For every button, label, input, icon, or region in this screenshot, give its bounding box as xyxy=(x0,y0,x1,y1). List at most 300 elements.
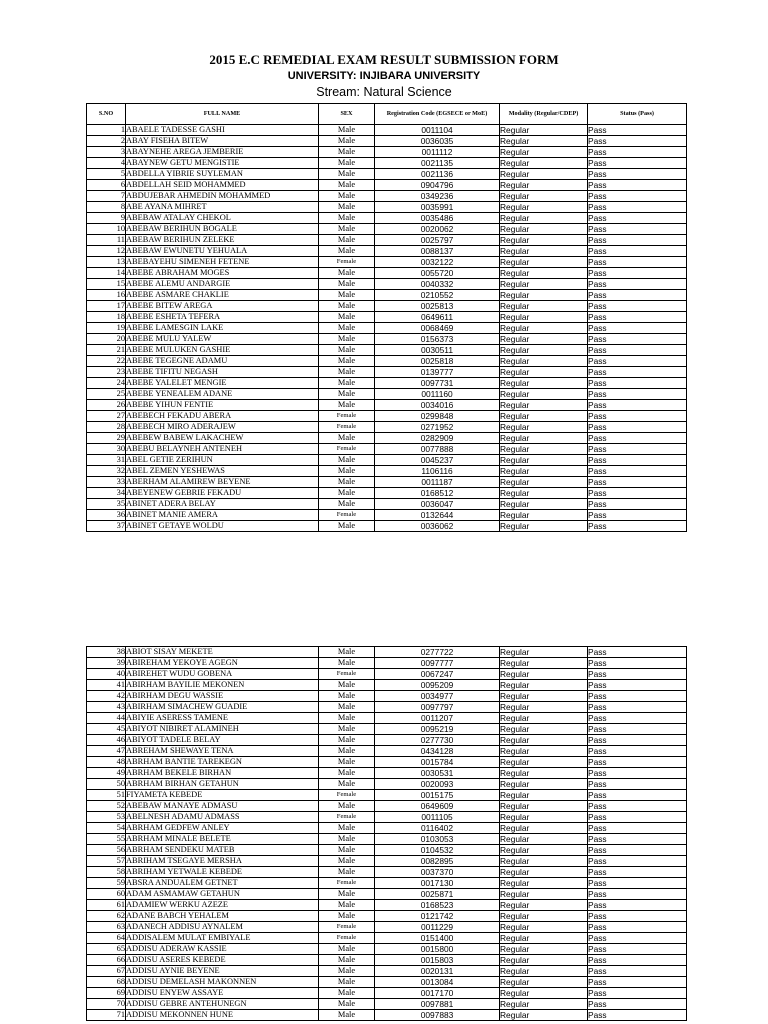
table-row xyxy=(87,867,687,878)
cell-sex: Male xyxy=(319,345,375,356)
cell-status: Pass xyxy=(588,735,687,746)
cell-modality: Regular xyxy=(500,812,588,823)
cell-full-name: ABRHAM BIRHAN GETAHUN xyxy=(126,779,319,790)
table-row xyxy=(87,812,687,823)
cell-sno: 33 xyxy=(87,477,126,488)
cell-registration-code: 0011112 xyxy=(375,147,500,158)
table-row xyxy=(87,345,687,356)
cell-sno: 25 xyxy=(87,389,126,400)
cell-registration-code: 0904796 xyxy=(375,180,500,191)
cell-modality: Regular xyxy=(500,158,588,169)
cell-sex: Male xyxy=(319,191,375,202)
cell-modality: Regular xyxy=(500,378,588,389)
cell-full-name: ABIREHAM YEKOYE AGEGN xyxy=(126,658,319,669)
cell-registration-code: 0036047 xyxy=(375,499,500,510)
cell-sno: 7 xyxy=(87,191,126,202)
cell-sex: Male xyxy=(319,389,375,400)
cell-sex: Male xyxy=(319,312,375,323)
cell-modality: Regular xyxy=(500,834,588,845)
cell-registration-code: 1106116 xyxy=(375,466,500,477)
table-row xyxy=(87,669,687,680)
cell-sno: 8 xyxy=(87,202,126,213)
cell-sno: 49 xyxy=(87,768,126,779)
cell-sex: Male xyxy=(319,125,375,136)
cell-full-name: ABEBAW BERIHUN BOGALE xyxy=(126,224,319,235)
cell-status: Pass xyxy=(588,823,687,834)
table-row xyxy=(87,988,687,999)
cell-registration-code: 0271952 xyxy=(375,422,500,433)
cell-modality: Regular xyxy=(500,977,588,988)
cell-full-name: ABRIHAM TSEGAYE MERSHA xyxy=(126,856,319,867)
cell-sex: Male xyxy=(319,702,375,713)
cell-status: Pass xyxy=(588,713,687,724)
cell-full-name: ABEBE ABRAHAM MOGES xyxy=(126,268,319,279)
table-row xyxy=(87,845,687,856)
cell-sno: 42 xyxy=(87,691,126,702)
cell-sno: 47 xyxy=(87,746,126,757)
cell-status: Pass xyxy=(588,213,687,224)
cell-full-name: ABIOT SISAY MEKETE xyxy=(126,647,319,658)
cell-status: Pass xyxy=(588,455,687,466)
cell-sno: 63 xyxy=(87,922,126,933)
cell-registration-code: 0077888 xyxy=(375,444,500,455)
table-row xyxy=(87,488,687,499)
cell-registration-code: 0299848 xyxy=(375,411,500,422)
cell-modality: Regular xyxy=(500,801,588,812)
table-row xyxy=(87,411,687,422)
cell-sno: 41 xyxy=(87,680,126,691)
cell-sno: 10 xyxy=(87,224,126,235)
cell-sex: Male xyxy=(319,367,375,378)
cell-registration-code: 0021136 xyxy=(375,169,500,180)
cell-status: Pass xyxy=(588,933,687,944)
cell-sex: Male xyxy=(319,268,375,279)
cell-sno: 34 xyxy=(87,488,126,499)
cell-sex: Female xyxy=(319,922,375,933)
table-row xyxy=(87,433,687,444)
table-row xyxy=(87,246,687,257)
cell-full-name: ADANE BABCH YEHALEM xyxy=(126,911,319,922)
cell-status: Pass xyxy=(588,1010,687,1021)
cell-sno: 45 xyxy=(87,724,126,735)
cell-sex: Female xyxy=(319,444,375,455)
table-row xyxy=(87,323,687,334)
cell-sex: Male xyxy=(319,433,375,444)
cell-sex: Male xyxy=(319,301,375,312)
cell-modality: Regular xyxy=(500,845,588,856)
cell-sno: 30 xyxy=(87,444,126,455)
cell-status: Pass xyxy=(588,147,687,158)
cell-status: Pass xyxy=(588,856,687,867)
table-row xyxy=(87,658,687,669)
cell-registration-code: 0037370 xyxy=(375,867,500,878)
cell-sno: 1 xyxy=(87,125,126,136)
table-row xyxy=(87,147,687,158)
cell-status: Pass xyxy=(588,301,687,312)
cell-modality: Regular xyxy=(500,900,588,911)
cell-sex: Male xyxy=(319,235,375,246)
cell-full-name: ADDISU ASERES KEBEDE xyxy=(126,955,319,966)
cell-full-name: ABRHAM MINALE BELETE xyxy=(126,834,319,845)
cell-registration-code: 0021135 xyxy=(375,158,500,169)
cell-modality: Regular xyxy=(500,691,588,702)
cell-status: Pass xyxy=(588,477,687,488)
cell-status: Pass xyxy=(588,521,687,532)
cell-sex: Male xyxy=(319,757,375,768)
table-row xyxy=(87,268,687,279)
cell-modality: Regular xyxy=(500,202,588,213)
cell-full-name: ABEBECH FEKADU ABERA xyxy=(126,411,319,422)
cell-full-name: ABAY FISEHA BITEW xyxy=(126,136,319,147)
cell-sex: Male xyxy=(319,356,375,367)
cell-modality: Regular xyxy=(500,746,588,757)
cell-modality: Regular xyxy=(500,455,588,466)
cell-sex: Male xyxy=(319,488,375,499)
cell-status: Pass xyxy=(588,334,687,345)
cell-registration-code: 0132644 xyxy=(375,510,500,521)
cell-sex: Male xyxy=(319,680,375,691)
cell-registration-code: 0025797 xyxy=(375,235,500,246)
cell-sno: 5 xyxy=(87,169,126,180)
cell-full-name: ADAMIEW WERKU AZEZE xyxy=(126,900,319,911)
cell-full-name: ABIYIE ASERESS TAMENE xyxy=(126,713,319,724)
header-modality: Modality (Regular/CDEP) xyxy=(500,104,588,125)
cell-registration-code: 0015803 xyxy=(375,955,500,966)
cell-sno: 31 xyxy=(87,455,126,466)
cell-status: Pass xyxy=(588,768,687,779)
cell-full-name: ADDISU ADERAW KASSIE xyxy=(126,944,319,955)
cell-full-name: ABINET MANIE AMERA xyxy=(126,510,319,521)
cell-sex: Male xyxy=(319,136,375,147)
cell-full-name: ADDISU MEKONNEN HUNE xyxy=(126,1010,319,1021)
table-row xyxy=(87,713,687,724)
table-row xyxy=(87,933,687,944)
cell-modality: Regular xyxy=(500,235,588,246)
cell-status: Pass xyxy=(588,235,687,246)
cell-sno: 11 xyxy=(87,235,126,246)
cell-sex: Male xyxy=(319,735,375,746)
cell-modality: Regular xyxy=(500,757,588,768)
cell-sno: 62 xyxy=(87,911,126,922)
cell-full-name: ABEBAW BERIHUN ZELEKE xyxy=(126,235,319,246)
cell-registration-code: 0349236 xyxy=(375,191,500,202)
cell-sex: Male xyxy=(319,867,375,878)
cell-registration-code: 0035991 xyxy=(375,202,500,213)
cell-full-name: ADANECH ADDISU AYNALEM xyxy=(126,922,319,933)
cell-full-name: ABEBE ESHETA TEFERA xyxy=(126,312,319,323)
table-row xyxy=(87,279,687,290)
cell-modality: Regular xyxy=(500,279,588,290)
cell-modality: Regular xyxy=(500,290,588,301)
cell-modality: Regular xyxy=(500,136,588,147)
table-row xyxy=(87,521,687,532)
table-row xyxy=(87,389,687,400)
cell-sno: 65 xyxy=(87,944,126,955)
results-table-1 xyxy=(86,103,687,532)
cell-sno: 52 xyxy=(87,801,126,812)
cell-registration-code: 0015175 xyxy=(375,790,500,801)
cell-full-name: ADDISU GEBRE ANTEHUNEGN xyxy=(126,999,319,1010)
cell-sno: 39 xyxy=(87,658,126,669)
cell-status: Pass xyxy=(588,389,687,400)
cell-full-name: ADDISALEM MULAT EMBIYALE xyxy=(126,933,319,944)
cell-status: Pass xyxy=(588,125,687,136)
cell-modality: Regular xyxy=(500,147,588,158)
table-row xyxy=(87,856,687,867)
table-row xyxy=(87,647,687,658)
cell-status: Pass xyxy=(588,433,687,444)
cell-status: Pass xyxy=(588,268,687,279)
cell-sno: 43 xyxy=(87,702,126,713)
cell-registration-code: 0095219 xyxy=(375,724,500,735)
cell-sno: 57 xyxy=(87,856,126,867)
cell-status: Pass xyxy=(588,466,687,477)
cell-sex: Male xyxy=(319,768,375,779)
cell-full-name: ABEBAYEHU SIMENEH FETENE xyxy=(126,257,319,268)
cell-sno: 59 xyxy=(87,878,126,889)
cell-sex: Male xyxy=(319,455,375,466)
results-table-2 xyxy=(86,646,687,1021)
cell-sex: Male xyxy=(319,279,375,290)
cell-modality: Regular xyxy=(500,658,588,669)
cell-full-name: ABINET GETAYE WOLDU xyxy=(126,521,319,532)
cell-status: Pass xyxy=(588,290,687,301)
table-row xyxy=(87,790,687,801)
cell-sex: Male xyxy=(319,323,375,334)
cell-status: Pass xyxy=(588,966,687,977)
cell-sex: Male xyxy=(319,1010,375,1021)
cell-modality: Regular xyxy=(500,301,588,312)
cell-status: Pass xyxy=(588,356,687,367)
header-status: Status (Pass) xyxy=(588,104,687,125)
cell-modality: Regular xyxy=(500,702,588,713)
table-row xyxy=(87,455,687,466)
cell-sex: Male xyxy=(319,911,375,922)
cell-sex: Male xyxy=(319,746,375,757)
cell-sno: 54 xyxy=(87,823,126,834)
cell-registration-code: 0025871 xyxy=(375,889,500,900)
cell-sno: 69 xyxy=(87,988,126,999)
results-table-2-body xyxy=(87,647,687,1021)
cell-full-name: ABEBE YALELET MENGIE xyxy=(126,378,319,389)
cell-modality: Regular xyxy=(500,966,588,977)
table-row xyxy=(87,466,687,477)
cell-modality: Regular xyxy=(500,790,588,801)
cell-sex: Male xyxy=(319,801,375,812)
table-row xyxy=(87,158,687,169)
cell-sno: 44 xyxy=(87,713,126,724)
cell-registration-code: 0017130 xyxy=(375,878,500,889)
table-row xyxy=(87,757,687,768)
cell-sex: Female xyxy=(319,411,375,422)
cell-full-name: ABEBEW BABEW LAKACHEW xyxy=(126,433,319,444)
table-row xyxy=(87,378,687,389)
table-row xyxy=(87,510,687,521)
cell-registration-code: 0011105 xyxy=(375,812,500,823)
cell-full-name: ABEBU BELAYNEH ANTENEH xyxy=(126,444,319,455)
cell-status: Pass xyxy=(588,955,687,966)
table-row xyxy=(87,290,687,301)
cell-sno: 24 xyxy=(87,378,126,389)
cell-sex: Male xyxy=(319,845,375,856)
cell-sno: 28 xyxy=(87,422,126,433)
cell-status: Pass xyxy=(588,812,687,823)
cell-modality: Regular xyxy=(500,999,588,1010)
table-row xyxy=(87,1010,687,1021)
cell-modality: Regular xyxy=(500,411,588,422)
cell-status: Pass xyxy=(588,312,687,323)
cell-status: Pass xyxy=(588,279,687,290)
cell-registration-code: 0116402 xyxy=(375,823,500,834)
cell-full-name: ABEBAW MANAYE ADMASU xyxy=(126,801,319,812)
cell-registration-code: 0097731 xyxy=(375,378,500,389)
cell-status: Pass xyxy=(588,136,687,147)
cell-modality: Regular xyxy=(500,647,588,658)
cell-registration-code: 0020131 xyxy=(375,966,500,977)
header-sno: S.NO xyxy=(87,104,126,125)
cell-status: Pass xyxy=(588,378,687,389)
cell-full-name: ADDISU DEMELASH MAKONNEN xyxy=(126,977,319,988)
cell-modality: Regular xyxy=(500,713,588,724)
table-row xyxy=(87,202,687,213)
cell-registration-code: 0168512 xyxy=(375,488,500,499)
cell-sex: Female xyxy=(319,510,375,521)
cell-registration-code: 0015784 xyxy=(375,757,500,768)
cell-registration-code: 0121742 xyxy=(375,911,500,922)
cell-status: Pass xyxy=(588,977,687,988)
cell-sno: 17 xyxy=(87,301,126,312)
cell-full-name: ABINET ADERA BELAY xyxy=(126,499,319,510)
cell-modality: Regular xyxy=(500,367,588,378)
cell-status: Pass xyxy=(588,680,687,691)
cell-full-name: ADAM ASMAMAW GETAHUN xyxy=(126,889,319,900)
cell-full-name: ADDISU AYNIE BEYENE xyxy=(126,966,319,977)
table-row xyxy=(87,422,687,433)
table-row xyxy=(87,955,687,966)
results-table-1-body xyxy=(87,125,687,532)
cell-sex: Male xyxy=(319,224,375,235)
cell-status: Pass xyxy=(588,323,687,334)
cell-status: Pass xyxy=(588,922,687,933)
cell-sno: 14 xyxy=(87,268,126,279)
cell-sex: Male xyxy=(319,977,375,988)
cell-sex: Male xyxy=(319,202,375,213)
cell-sno: 22 xyxy=(87,356,126,367)
cell-sno: 16 xyxy=(87,290,126,301)
header-registration-code: Registration Code (EGSECE or MoE) xyxy=(375,104,500,125)
cell-modality: Regular xyxy=(500,323,588,334)
cell-full-name: ABDELLA YIBRIE SUYLEMAN xyxy=(126,169,319,180)
table-row xyxy=(87,911,687,922)
cell-registration-code: 0017170 xyxy=(375,988,500,999)
cell-sex: Female xyxy=(319,422,375,433)
cell-registration-code: 0277722 xyxy=(375,647,500,658)
cell-sex: Male xyxy=(319,713,375,724)
cell-full-name: ABIYOT NIBIRET ALAMINEH xyxy=(126,724,319,735)
table-row xyxy=(87,900,687,911)
cell-sex: Male xyxy=(319,290,375,301)
cell-registration-code: 0210552 xyxy=(375,290,500,301)
cell-modality: Regular xyxy=(500,422,588,433)
cell-full-name: ABEBE LAMESGIN LAKE xyxy=(126,323,319,334)
form-title: 2015 E.C REMEDIAL EXAM RESULT SUBMISSION FORM xyxy=(209,52,559,67)
cell-sex: Male xyxy=(319,169,375,180)
table-row xyxy=(87,735,687,746)
cell-sex: Male xyxy=(319,647,375,658)
cell-sno: 20 xyxy=(87,334,126,345)
cell-full-name: ABREHAM SHEWAYE TENA xyxy=(126,746,319,757)
cell-full-name: FIYAMETA KEBEDE xyxy=(126,790,319,801)
cell-modality: Regular xyxy=(500,268,588,279)
cell-registration-code: 0025818 xyxy=(375,356,500,367)
cell-status: Pass xyxy=(588,845,687,856)
cell-status: Pass xyxy=(588,658,687,669)
cell-sex: Female xyxy=(319,257,375,268)
cell-registration-code: 0030531 xyxy=(375,768,500,779)
cell-sex: Female xyxy=(319,790,375,801)
cell-sno: 26 xyxy=(87,400,126,411)
cell-modality: Regular xyxy=(500,988,588,999)
cell-sex: Male xyxy=(319,658,375,669)
cell-sno: 27 xyxy=(87,411,126,422)
cell-sno: 51 xyxy=(87,790,126,801)
cell-modality: Regular xyxy=(500,345,588,356)
cell-full-name: ABEBE TEGEGNE ADAMU xyxy=(126,356,319,367)
cell-modality: Regular xyxy=(500,878,588,889)
cell-modality: Regular xyxy=(500,213,588,224)
cell-sno: 71 xyxy=(87,1010,126,1021)
cell-registration-code: 0649609 xyxy=(375,801,500,812)
cell-sno: 15 xyxy=(87,279,126,290)
cell-status: Pass xyxy=(588,988,687,999)
cell-registration-code: 0168523 xyxy=(375,900,500,911)
cell-full-name: ABIRHAM SIMACHEW GUADIE xyxy=(126,702,319,713)
cell-registration-code: 0035486 xyxy=(375,213,500,224)
cell-sno: 37 xyxy=(87,521,126,532)
table-row xyxy=(87,235,687,246)
table-row xyxy=(87,779,687,790)
cell-sex: Male xyxy=(319,889,375,900)
cell-sex: Male xyxy=(319,246,375,257)
cell-modality: Regular xyxy=(500,735,588,746)
cell-sex: Male xyxy=(319,834,375,845)
cell-status: Pass xyxy=(588,257,687,268)
cell-full-name: ABIYOT TADELE BELAY xyxy=(126,735,319,746)
cell-status: Pass xyxy=(588,444,687,455)
cell-modality: Regular xyxy=(500,191,588,202)
cell-full-name: ABSRA ANDUALEM GETNET xyxy=(126,878,319,889)
cell-sex: Male xyxy=(319,147,375,158)
cell-sex: Male xyxy=(319,988,375,999)
cell-status: Pass xyxy=(588,345,687,356)
cell-modality: Regular xyxy=(500,944,588,955)
cell-modality: Regular xyxy=(500,466,588,477)
cell-modality: Regular xyxy=(500,444,588,455)
cell-registration-code: 0034977 xyxy=(375,691,500,702)
cell-full-name: ABIRHAM BAYILIE MEKONEN xyxy=(126,680,319,691)
cell-modality: Regular xyxy=(500,477,588,488)
cell-modality: Regular xyxy=(500,224,588,235)
cell-modality: Regular xyxy=(500,768,588,779)
cell-sex: Male xyxy=(319,477,375,488)
cell-full-name: ABAYNEHE AREGA JEMBERIE xyxy=(126,147,319,158)
cell-full-name: ABEBE BITEW AREGA xyxy=(126,301,319,312)
table-row xyxy=(87,999,687,1010)
cell-sex: Male xyxy=(319,499,375,510)
cell-full-name: ABERHAM ALAMIREW BEYENE xyxy=(126,477,319,488)
cell-full-name: ABDUJEBAR AHMEDIN MOHAMMED xyxy=(126,191,319,202)
cell-status: Pass xyxy=(588,779,687,790)
